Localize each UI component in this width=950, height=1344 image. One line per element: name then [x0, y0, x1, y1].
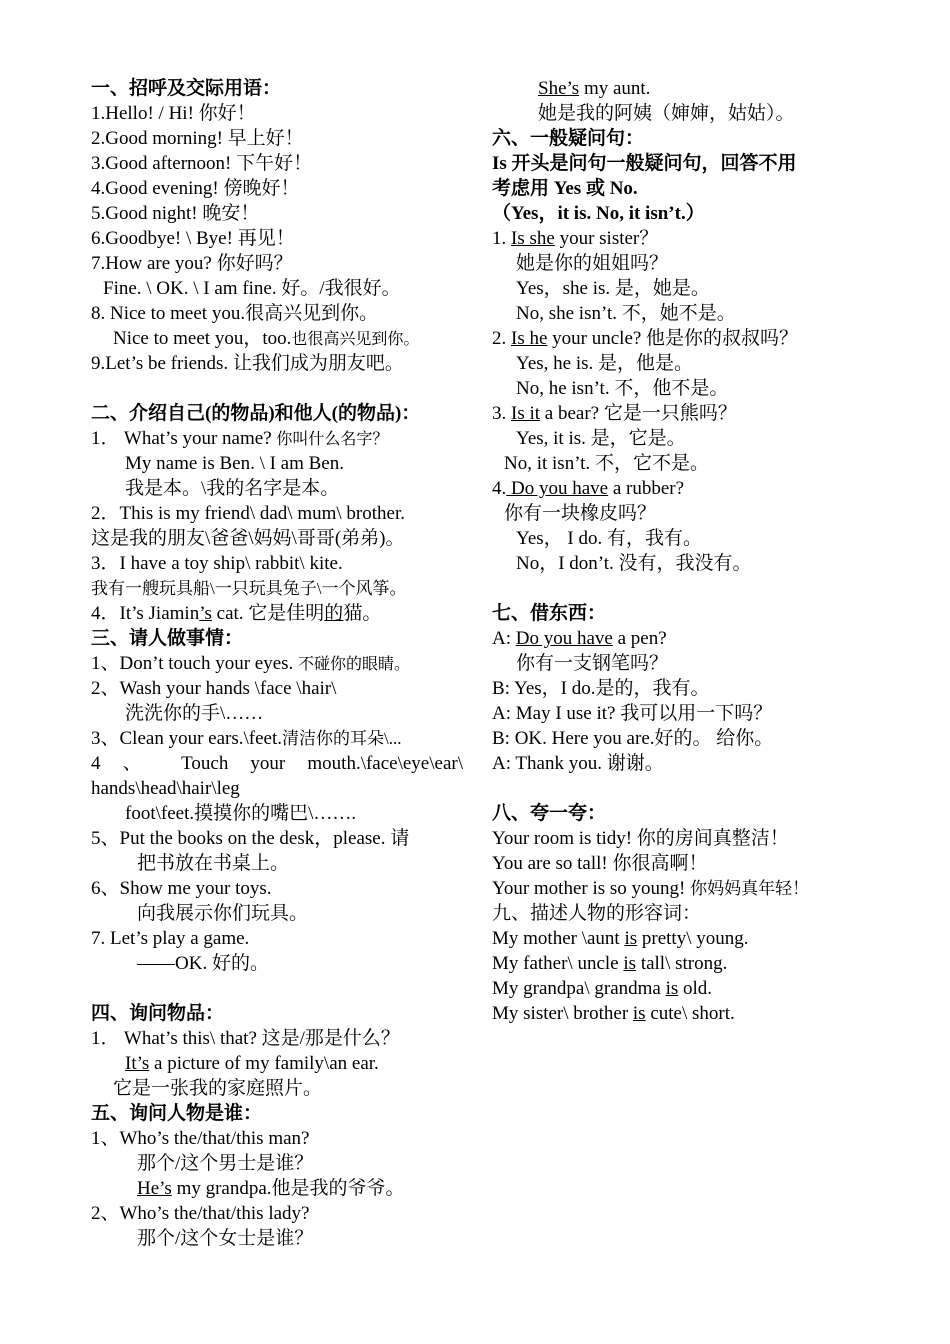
text-line: No, it isn’t. 不，它不是。 [504, 453, 709, 474]
underlined-text: Is she [511, 228, 555, 249]
underlined-text: Is it [511, 403, 541, 424]
text-line: 那个/这个男士是谁？ [137, 1153, 314, 1174]
text-line [91, 651, 463, 676]
text-segment: a picture of my family\an ear. [149, 1053, 379, 1074]
text-segment: 不碰你的眼睛。 [298, 656, 411, 673]
text-segment: 1. [492, 228, 511, 249]
text-line: hands\head\hair\leg [91, 778, 240, 799]
text-line: Yes， I do. 有，我有。 [516, 528, 702, 549]
underlined-text: Do you have [506, 478, 609, 499]
text-line: 4.Good evening! 傍晚好！ [91, 178, 300, 199]
text-line: 把书放在书桌上。 [137, 853, 290, 874]
text-line: 9.Let’s be friends. 让我们成为朋友吧。 [91, 353, 404, 374]
text-line [492, 1001, 872, 1026]
text-line: 3．I have a toy ship\ rabbit\ kite. [91, 553, 343, 574]
text-line: 2.Good morning! 早上好！ [91, 128, 304, 149]
text-segment: Your mother is so young! [492, 878, 691, 899]
text-segment: 4．It’s Jiamin [91, 603, 200, 624]
text-segment: 3. [492, 403, 511, 424]
text-line: 你有一支钢笔吗？ [516, 653, 669, 674]
blank-line [492, 576, 872, 601]
text-segment: 4. [492, 478, 507, 499]
text-segment: Nice to meet you，too. [113, 328, 292, 349]
text-line: foot\feet.摸摸你的嘴巴\……. [125, 803, 357, 824]
text-segment: a rubber? [608, 478, 685, 499]
text-line: 1.Hello! / Hi! 你好！ [91, 103, 256, 124]
text-segment: cute\ short. [645, 1003, 735, 1024]
text-segment: 猫。 [343, 603, 382, 624]
section-heading-greetings: 一、招呼及交际用语： [91, 78, 282, 99]
section-heading-yes-no-questions: 六、一般疑问句： [492, 128, 645, 149]
text-segment: a bear? 它是一只熊吗？ [540, 403, 737, 424]
section-heading-borrowing: 七、借东西： [492, 603, 607, 624]
text-line [492, 976, 872, 1001]
text-line [492, 76, 872, 101]
section-heading-praise: 八、夸一夸： [492, 803, 607, 824]
underlined-text: 的 [324, 603, 344, 624]
text-line [492, 626, 872, 651]
text-line: A: Thank you. 谢谢。 [492, 753, 664, 774]
section-heading-asking-people: 五、询问人物是谁： [91, 1103, 263, 1124]
text-segment: 你妈妈真年轻！ [690, 879, 810, 898]
text-line [492, 226, 872, 251]
text-line [492, 401, 872, 426]
text-segment: old. [678, 978, 713, 999]
text-line: 这是我的朋友\爸爸\妈妈\哥哥(弟弟)。 [91, 528, 405, 549]
text-line: Yes, he is. 是，他是。 [516, 353, 694, 374]
text-segment: 3、Clean your ears.\feet. [91, 728, 282, 749]
text-line: 2．This is my friend\ dad\ mum\ brother. [91, 503, 405, 524]
text-segment: your uncle? 他是你的叔叔吗？ [547, 328, 799, 349]
blank-line [91, 976, 463, 1001]
text-line [492, 926, 872, 951]
text-segment: cat. 它是佳明 [211, 603, 325, 624]
text-line: 那个/这个女士是谁？ [137, 1228, 314, 1249]
text-segment: a pen? [612, 628, 667, 649]
underlined-text: is [624, 928, 638, 949]
underlined-text: ’s [199, 603, 212, 624]
text-line: You are so tall! 你很高啊！ [492, 853, 708, 874]
text-segment: my grandpa.他是我的爷爷。 [171, 1178, 405, 1199]
text-line: 7. Let’s play a game. [91, 928, 250, 949]
section-heading-introductions: 二、介绍自己(的物品)和他人(的物品)： [91, 403, 421, 424]
text-segment: My mother \aunt [492, 928, 625, 949]
text-line: No, she isn’t. 不，她不是。 [516, 303, 736, 324]
underlined-text: is [623, 953, 637, 974]
text-line: 它是一张我的家庭照片。 [113, 1078, 323, 1099]
section-heading-asking-things: 四、询问物品： [91, 1003, 225, 1024]
text-line: 我有一艘玩具船\一只玩具兔子\一个风筝。 [91, 579, 407, 598]
text-line: 她是我的阿姨（婶婶，姑姑）。 [538, 103, 795, 124]
text-segment: 1、Don’t touch your eyes. [91, 653, 299, 674]
text-line [492, 951, 872, 976]
text-segment: tall\ strong. [636, 953, 728, 974]
text-line [492, 876, 872, 901]
left-column [91, 76, 463, 1251]
text-line: 1． What’s this\ that? 这是/那是什么？ [91, 1028, 400, 1049]
text-line: Fine. \ OK. \ I am fine. 好。/我很好。 [103, 278, 401, 299]
section-heading-adjectives: 九、描述人物的形容词： [492, 903, 702, 924]
underlined-text: Do you have [515, 628, 613, 649]
text-line: B: OK. Here you are.好的。 给你。 [492, 728, 774, 749]
text-segment: My grandpa\ grandma [492, 978, 666, 999]
text-line [91, 1051, 463, 1076]
text-line: Yes，she is. 是，她是。 [516, 278, 710, 299]
text-line: 5、Put the books on the desk，please. 请 [91, 828, 410, 849]
text-line: My name is Ben. \ I am Ben. [125, 453, 344, 474]
underlined-text: Is he [511, 328, 548, 349]
text-line [492, 476, 872, 501]
text-segment: 你叫什么名字？ [276, 431, 389, 448]
text-line: 2、Who’s the/that/this lady? [91, 1203, 310, 1224]
text-line: 6、Show me your toys. [91, 878, 272, 899]
underlined-text: It’s [125, 1053, 150, 1074]
text-line: ——OK. 好的。 [137, 953, 269, 974]
rule-text: Is 开头是问句一般疑问句，回答不用 [492, 153, 797, 174]
text-line: 8. Nice to meet you.很高兴见到你。 [91, 303, 379, 324]
text-segment: 1． What’s your name? [91, 428, 277, 449]
text-segment: 2. [492, 328, 511, 349]
text-line [492, 326, 872, 351]
text-line: 你有一块橡皮吗？ [504, 503, 657, 524]
text-line: 洗洗你的手\…… [125, 703, 264, 724]
text-line: A: May I use it? 我可以用一下吗？ [492, 703, 773, 724]
section-heading-requests: 三、请人做事情： [91, 628, 244, 649]
text-line: No, he isn’t. 不，他不是。 [516, 378, 729, 399]
blank-line [91, 376, 463, 401]
text-segment: My father\ uncle [492, 953, 624, 974]
rule-text: 考虑用 Yes 或 No. [492, 178, 638, 199]
underlined-text: She’s [538, 78, 580, 99]
text-line: 3.Good afternoon! 下午好！ [91, 153, 313, 174]
text-segment: 清洁你的耳朵\... [281, 729, 402, 748]
text-line: 我是本。\我的名字是本。 [125, 478, 340, 499]
text-segment: My sister\ brother [492, 1003, 633, 1024]
text-line: 向我展示你们玩具。 [137, 903, 309, 924]
text-line: 4 、 Touch your mouth.\face\eye\ear\ [91, 753, 463, 774]
text-line: Your room is tidy! 你的房间真整洁！ [492, 828, 789, 849]
text-segment: 也很高兴见到你。 [291, 331, 420, 348]
text-line: 2、Wash your hands \face \hair\ [91, 678, 337, 699]
text-segment: your sister？ [554, 228, 659, 249]
text-line [91, 1176, 463, 1201]
text-line: Yes, it is. 是，它是。 [516, 428, 686, 449]
right-column [492, 76, 872, 1026]
text-line: 1、Who’s the/that/this man? [91, 1128, 310, 1149]
text-line [91, 601, 463, 626]
text-line [91, 326, 463, 351]
text-line: B: Yes，I do.是的，我有。 [492, 678, 710, 699]
text-line: 7.How are you? 你好吗？ [91, 253, 293, 274]
text-line: 5.Good night! 晚安！ [91, 203, 260, 224]
text-segment: my aunt. [579, 78, 651, 99]
underlined-text: is [665, 978, 679, 999]
text-line: No，I don’t. 没有，我没有。 [516, 553, 752, 574]
text-segment: pretty\ young. [637, 928, 749, 949]
blank-line [492, 776, 872, 801]
text-line: 她是你的姐姐吗？ [516, 253, 669, 274]
underlined-text: He’s [137, 1178, 172, 1199]
text-segment: A: [492, 628, 516, 649]
rule-text: （Yes，it is. No, it isn’t.） [492, 203, 705, 224]
text-line [91, 426, 463, 451]
text-line: 6.Goodbye! \ Bye! 再见！ [91, 228, 295, 249]
text-line [91, 726, 463, 751]
underlined-text: is [632, 1003, 646, 1024]
